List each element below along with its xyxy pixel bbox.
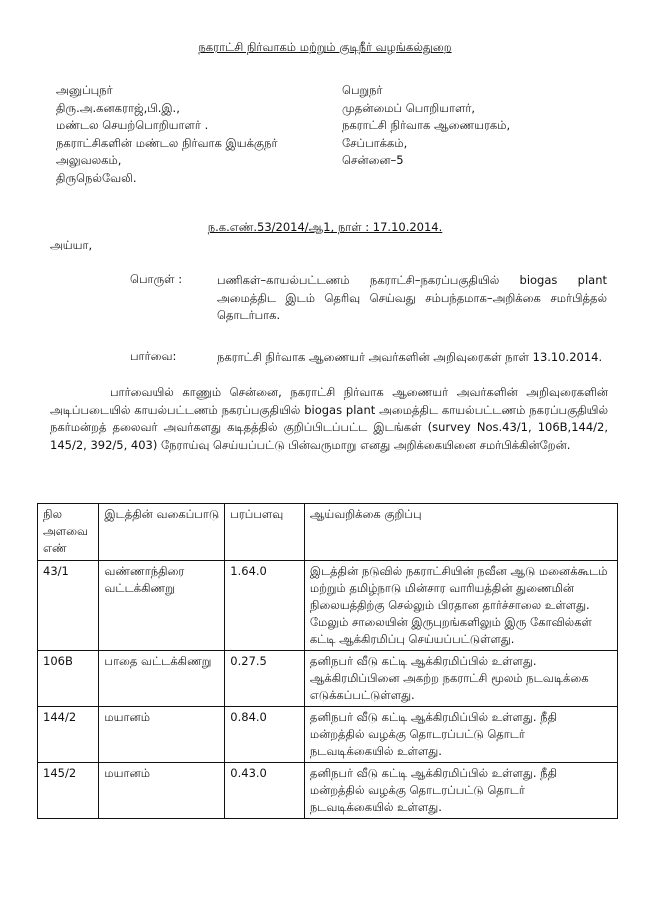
receiver-line: பெறுநர் [342, 83, 383, 97]
subject-text: பணிகள்–காயல்பட்டணம் நகராட்சி–நகரப்பகுதியில் biogas plant அமைத்திட இடம் தெரிவு செய்வது சம்பந்தமாக–அறிக்கை சமர்பித்தல் தொடர்பாக. [217, 273, 607, 322]
sender-block [56, 82, 356, 187]
table-row [38, 651, 618, 707]
cell-remark: தனிநபர் வீடு கட்டி ஆக்கிரமிப்பில் உள்ளது. நீதி மன்றத்தில் வழக்கு தொடரப்பட்டு தொடர் நடவடிக்கையில் உள்ளது. [304, 763, 617, 819]
cell-survey-no: 144/2 [38, 707, 99, 763]
table-header-row [38, 504, 618, 561]
cell-classification: மயானம் [99, 763, 225, 819]
cell-area: 1.64.0 [225, 561, 305, 651]
sender-line: திருநெல்வேலி. [56, 170, 137, 185]
reference-number: ந.க.எண்.53/2014/ஆ1, நாள் : 17.10.2014. [207, 220, 443, 234]
header-area: பரப்பளவு [225, 504, 305, 561]
sender-line: மண்டல செயற்பொறியாளர் . [56, 118, 209, 132]
cell-classification: வண்ணாந்திரை வட்டக்கிணறு [99, 561, 225, 651]
cell-survey-no: 145/2 [38, 763, 99, 819]
cell-classification: பாதை வட்டக்கிணறு [99, 651, 225, 707]
receiver-line: சேப்பாக்கம், [342, 135, 408, 150]
sender-line: அனுப்புநர் [56, 83, 113, 97]
reference-label: பார்வை: [130, 349, 177, 363]
cell-survey-no: 43/1 [38, 561, 99, 651]
sender-line: திரு.அ.கனகராஜ்,பி.இ., [56, 100, 180, 115]
survey-table [37, 503, 618, 819]
receiver-line: சென்னை–5 [342, 153, 404, 167]
header-survey-no: நில அளவை எண் [38, 504, 99, 561]
table-row [38, 763, 618, 819]
sender-line: நகராட்சிகளின் மண்டல நிர்வாக இயக்குநர் [56, 135, 278, 150]
table-row [38, 707, 618, 763]
sender-line: அலுவலகம், [56, 153, 122, 167]
receiver-block [342, 82, 612, 170]
header-remark: ஆய்வறிக்கை குறிப்பு [304, 504, 617, 561]
salutation: அய்யா, [50, 238, 93, 252]
header-classification: இடத்தின் வகைப்பாடு [99, 504, 225, 561]
cell-classification: மயானம் [99, 707, 225, 763]
cell-remark: தனிநபர் வீடு கட்டி ஆக்கிரமிப்பில் உள்ளது. நீதி மன்றத்தில் வழக்கு தொடரப்பட்டு தொடர் நடவடிக்கையில் உள்ளது. [304, 707, 617, 763]
table-row [38, 561, 618, 651]
cell-area: 0.27.5 [225, 651, 305, 707]
receiver-line: நகராட்சி நிர்வாக ஆணையரகம், [342, 118, 511, 132]
cell-remark: இடத்தின் நடுவில் நகராட்சியின் நவீன ஆடு மனைக்கூடம் மற்றும் தமிழ்நாடு மின்சார வாரியத்தின் துணைமின் நிலையத்திற்கு செல்லும் பிரதான தார்ச்சாலை உள்ளது. மேலும் சாலையின் இருபுறங்களிலும் இரு கோவில்கள் கட்டி ஆக்கிரமிப்பு செய்யப்பட்டுள்ளது. [304, 561, 617, 651]
body-paragraph: பார்வையில் காணும் சென்னை, நகராட்சி நிர்வாக ஆணையர் அவர்களின் அறிவுரைகளின் அடிப்படையில் காயல்பட்டணம் நகரப்பகுதியில் biogas plant அமைத்திட காயல்பட்டணம் நகரப்பகுதியில் நகர்மன்றத் தலைவர் அவர்களது கடிதத்தில் குறிப்பிடப்பட்ட இடங்கள் (survey Nos.43/1, 106B,144/2, 145/2, 392/5, 403) நேராய்வு செய்யப்பட்டு பின்வருமாறு எனது அறிக்கையினை சமர்பிக்கின்றேன். [50, 385, 608, 452]
department-heading: நகராட்சி நிர்வாகம் மற்றும் குடிநீர் வழங்கல்துறை [198, 40, 452, 54]
cell-area: 0.43.0 [225, 763, 305, 819]
cell-remark: தனிநபர் வீடு கட்டி ஆக்கிரமிப்பில் உள்ளது. ஆக்கிரமிப்பினை அகற்ற நகராட்சி மூலம் நடவடிக்கை எடுக்கப்பட்டுள்ளது. [304, 651, 617, 707]
receiver-line: முதன்மைப் பொறியாளர், [342, 100, 476, 115]
cell-survey-no: 106B [38, 651, 99, 707]
reference-text: நகராட்சி நிர்வாக ஆணையர் அவர்களின் அறிவுரைகள் நாள் 13.10.2014. [217, 350, 603, 364]
subject-label: பொருள் : [130, 272, 183, 286]
cell-area: 0.84.0 [225, 707, 305, 763]
